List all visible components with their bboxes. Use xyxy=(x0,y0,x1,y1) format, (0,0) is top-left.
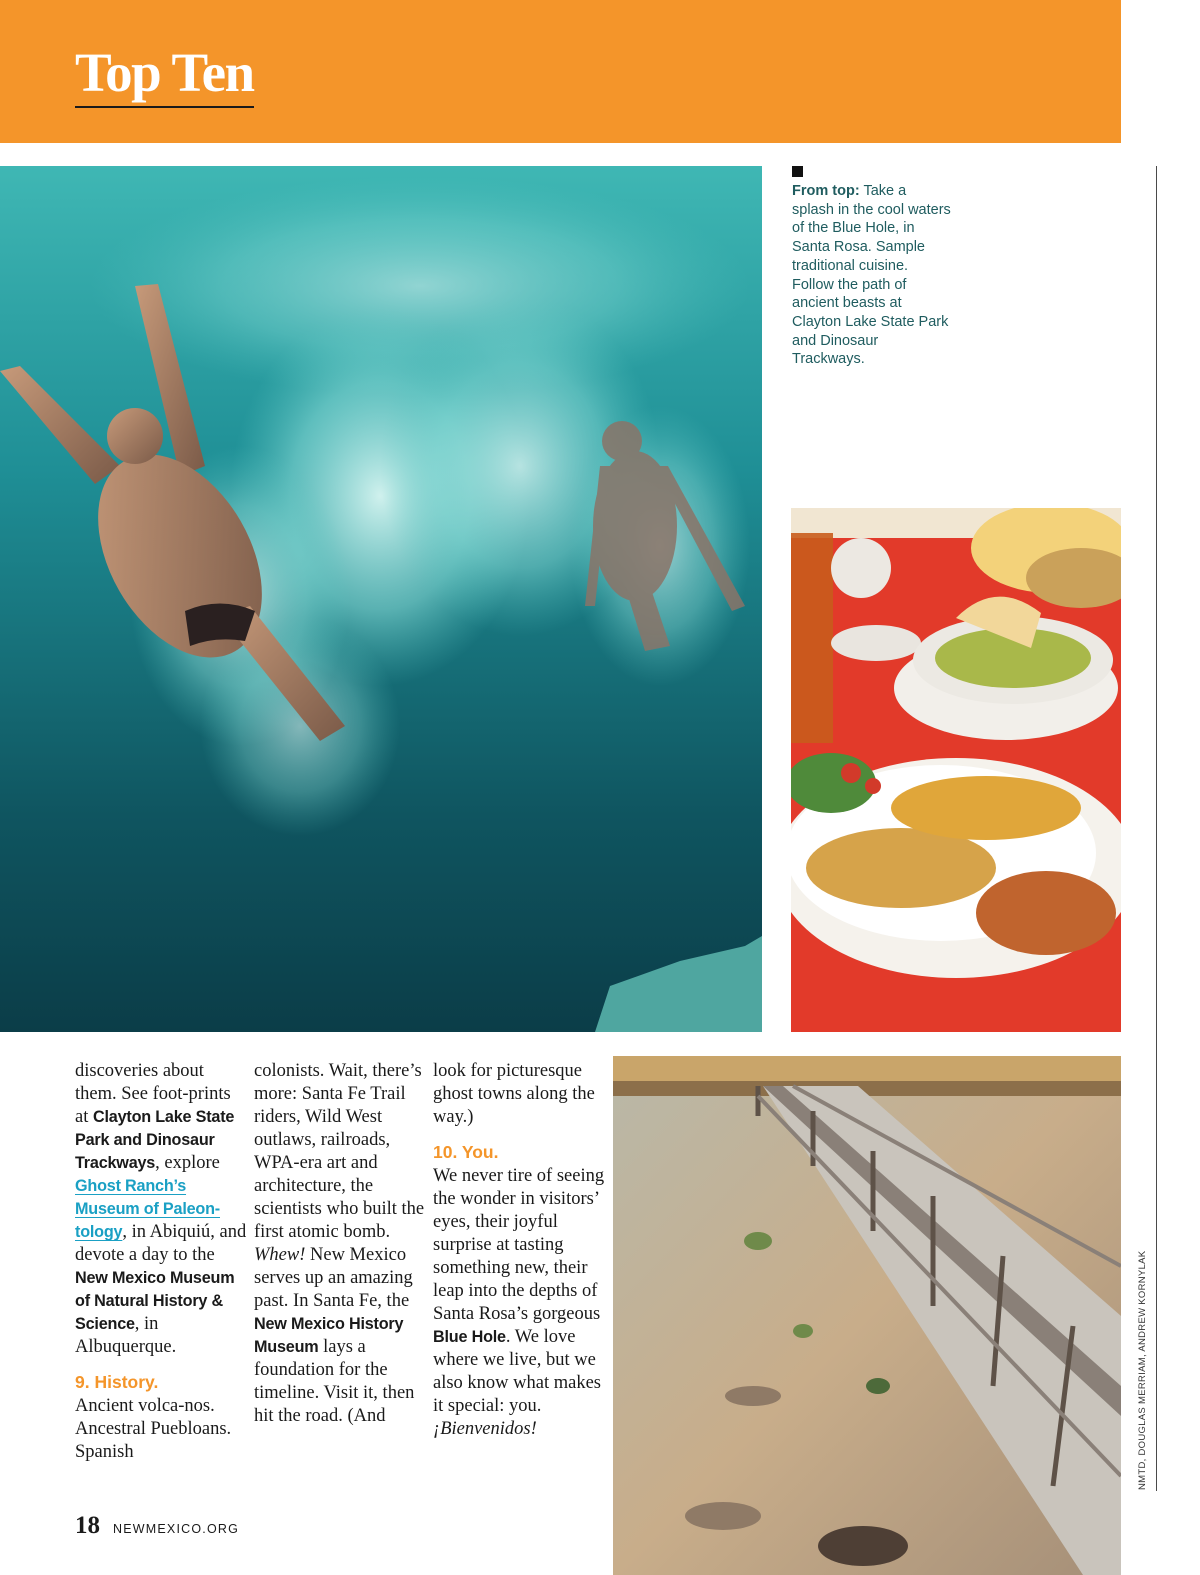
you-subhead: 10. You. xyxy=(433,1142,499,1162)
col2-text-1: colonists. Wait, there’s more: Santa Fe Trail riders, Wild West outlaws, railroads, WPA-era art and architecture, the scientists who built the first atomic bomb. xyxy=(254,1061,425,1242)
col2-paragraph xyxy=(254,1060,426,1428)
col3-text-2: We never tire of seeing the wonder in visitors’ eyes, their joyful surprise at tasting something new, their leap into the depths of Santa Rosa’s gorgeous xyxy=(433,1166,605,1324)
photo-caption xyxy=(792,166,952,369)
col1-text-2: , explore xyxy=(155,1153,220,1173)
col3-paragraph xyxy=(433,1060,605,1129)
article-column-3 xyxy=(433,1060,605,1441)
you-section xyxy=(433,1141,605,1441)
history-museum-name: New Mexico History Museum xyxy=(254,1315,404,1356)
natural-history-museum-name: New Mexico Museum of Natural History & Science xyxy=(75,1269,235,1333)
photo-cuisine xyxy=(791,508,1121,1032)
photo-trackways xyxy=(613,1056,1121,1575)
col1-text-4: , in Albuquerque. xyxy=(75,1314,177,1357)
col2-text-2: New Mexico serves up an amazing past. In Santa Fe, the xyxy=(254,1245,413,1311)
article-column-2 xyxy=(254,1060,426,1428)
col1-text-3: , in Abiquiú, and devote a day to the xyxy=(75,1222,247,1265)
col2-italic: Whew! xyxy=(254,1245,306,1265)
page-folio xyxy=(75,1512,239,1540)
caption-text: Take a splash in the cool waters of the Blue Hole, in Santa Rosa. Sample traditional cuisine. Follow the path of ancient beasts at Clayton Lake State Park and Dinosaur Trackways. xyxy=(792,183,951,368)
page-number: 18 xyxy=(75,1512,100,1539)
col1-paragraph xyxy=(75,1060,247,1359)
header-band xyxy=(0,0,1121,143)
col1-text-5: Ancient volca-nos. Ancestral Puebloans. Spanish xyxy=(75,1396,232,1462)
section-title: Top Ten xyxy=(75,42,254,108)
credit-rule xyxy=(1156,166,1157,1491)
clayton-lake-name: Clayton Lake State Park and Dinosaur Trackways xyxy=(75,1108,235,1172)
caption-lead: From top: xyxy=(792,183,860,199)
photo-credit: NMTD, DOUGLAS MERRIAM, ANDREW KORNYLAK xyxy=(1137,1250,1148,1490)
col2-text-3: lays a foundation for the timeline. Visit it, then hit the road. (And xyxy=(254,1337,415,1426)
history-subhead: 9. History. xyxy=(75,1372,159,1392)
photo-blue-hole xyxy=(0,166,762,1032)
history-section xyxy=(75,1371,247,1464)
col1-text-1: discoveries about them. See foot-prints at xyxy=(75,1061,231,1127)
col3-text-3: . We love where we live, but we also know what makes it special: you. xyxy=(433,1327,602,1416)
col3-text-1: look for picturesque ghost towns along the way.) xyxy=(433,1061,595,1127)
ghost-ranch-link[interactable]: Ghost Ranch’s Museum of Paleon-tology xyxy=(75,1177,220,1241)
caption-marker xyxy=(792,166,803,177)
site-name: NEWMEXICO.ORG xyxy=(113,1522,240,1536)
col3-italic: ¡Bienvenidos! xyxy=(433,1419,537,1439)
article-column-1 xyxy=(75,1060,247,1464)
blue-hole-name: Blue Hole xyxy=(433,1328,506,1346)
